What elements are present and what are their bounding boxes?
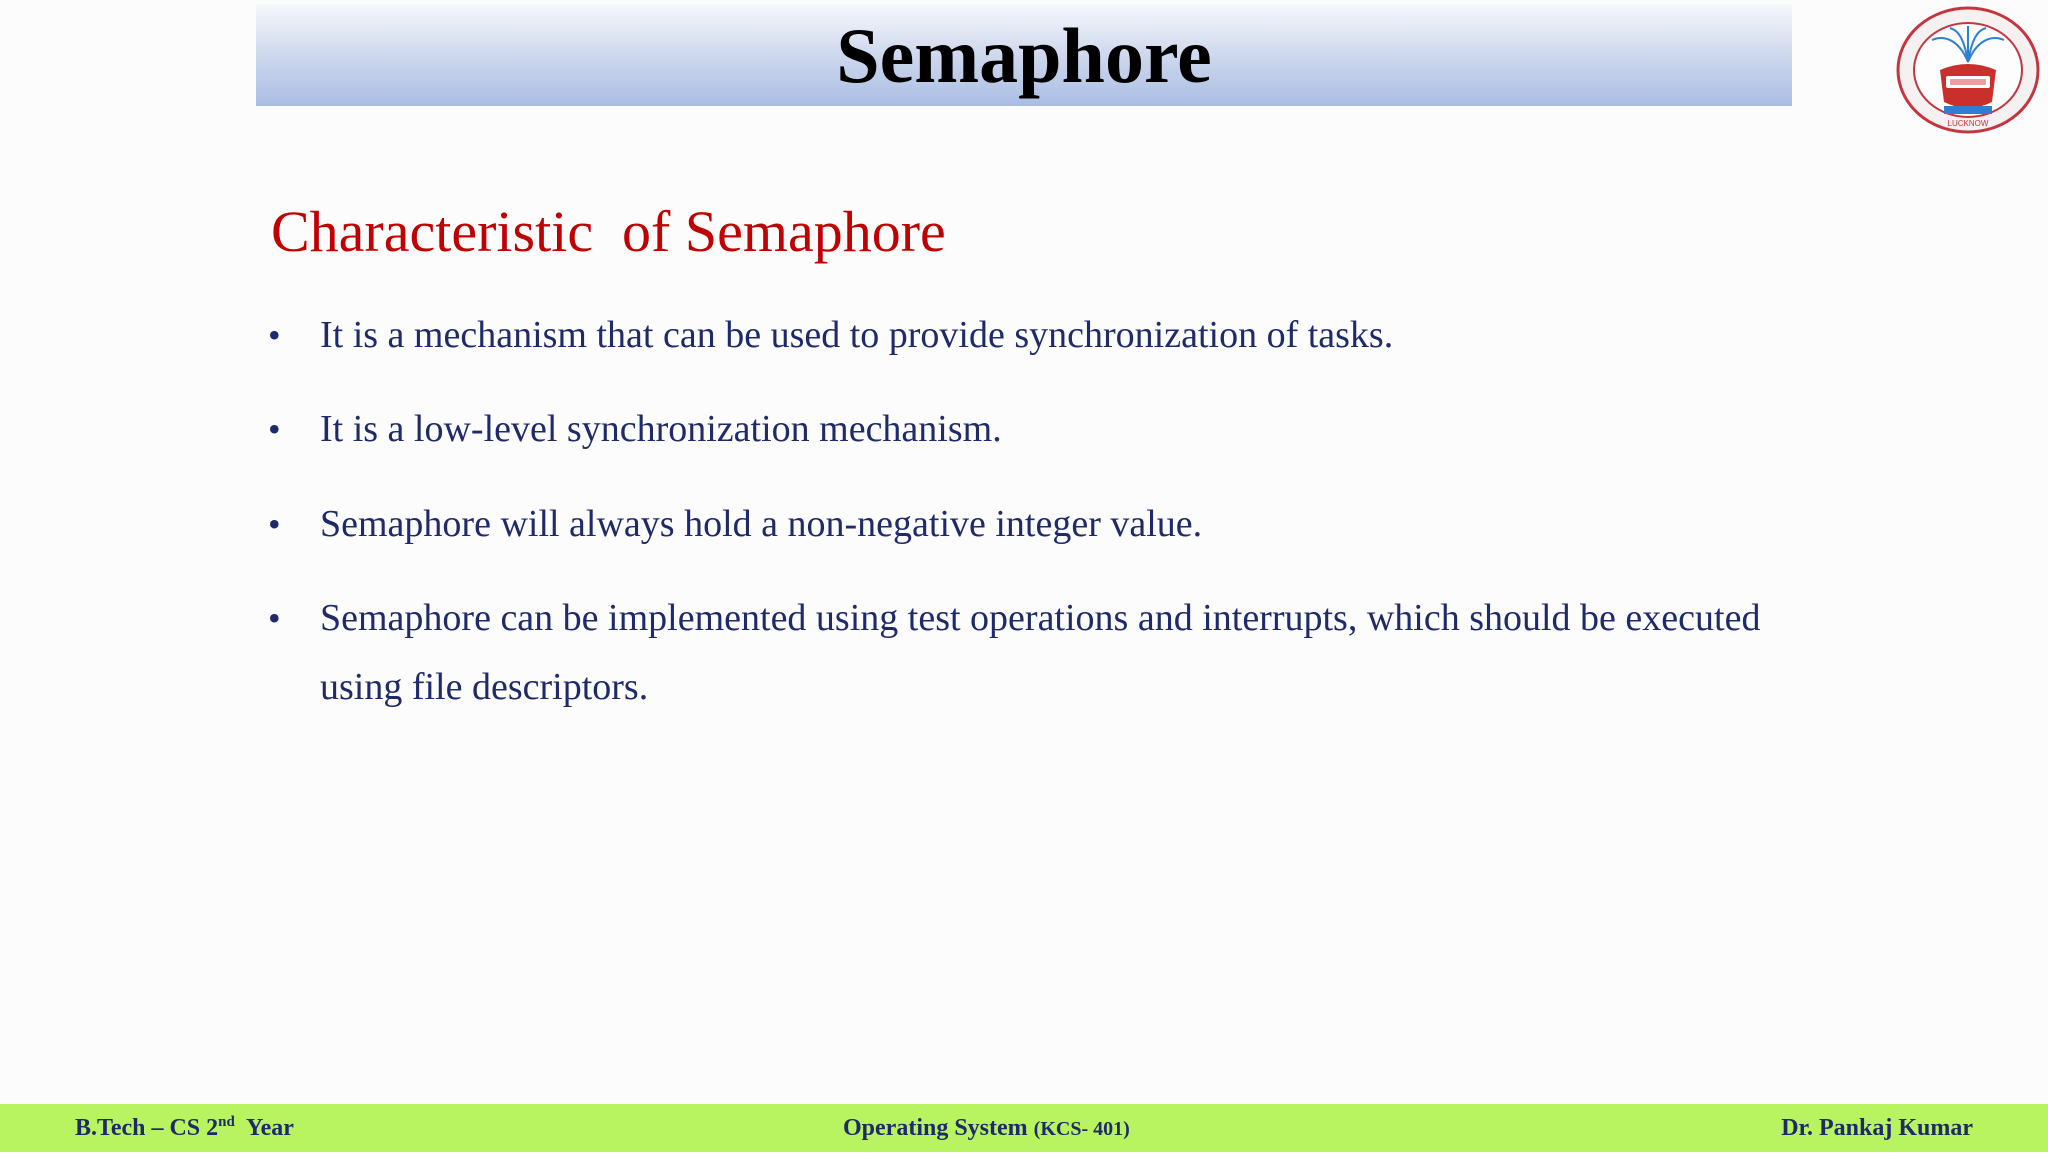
bullet-item <box>268 301 1808 370</box>
bullet-item <box>268 395 1808 464</box>
footer-subject <box>843 1104 1130 1152</box>
footer-course-prefix: B.Tech – CS 2 <box>75 1115 219 1141</box>
bullet-dot-icon: • <box>268 598 281 638</box>
logo-city-text: LUCKNOW <box>1947 119 1989 128</box>
bullet-dot-icon: • <box>268 315 281 355</box>
bullet-dot-icon: • <box>268 504 281 544</box>
slide-title: Semaphore <box>836 12 1212 99</box>
bullet-text: It is a mechanism that can be used to provide synchronization of tasks. <box>320 314 1394 356</box>
bullet-text: Semaphore will always hold a non-negative integer value. <box>320 503 1203 545</box>
title-band <box>256 4 1792 106</box>
bullet-text: It is a low-level synchronization mechanism. <box>320 408 1002 450</box>
bullet-text: Semaphore can be implemented using test operations and interrupts, which should be executed using file descriptors. <box>320 597 1761 708</box>
footer-author: Dr. Pankaj Kumar <box>1781 1115 1973 1141</box>
footer-course <box>75 1104 294 1152</box>
footer-course-suffix: Year <box>234 1115 294 1141</box>
footer-bar <box>0 1104 2048 1152</box>
college-logo-icon <box>1894 6 2042 134</box>
footer-subject-name: Operating System <box>843 1115 1034 1141</box>
slide-subtitle: Characteristic of Semaphore <box>271 199 946 264</box>
footer-course-sup: nd <box>218 1114 235 1130</box>
bullet-dot-icon: • <box>268 409 281 449</box>
bullet-item <box>268 490 1808 559</box>
footer-subject-code: (KCS- 401) <box>1033 1118 1130 1140</box>
bullet-item <box>268 584 1808 722</box>
